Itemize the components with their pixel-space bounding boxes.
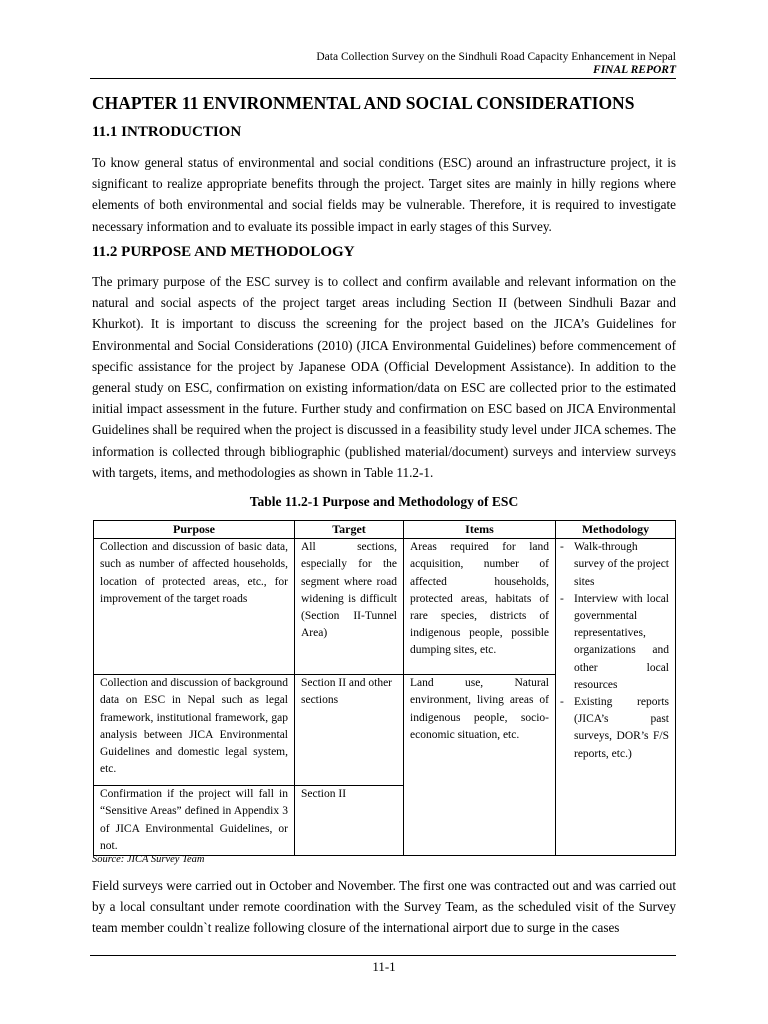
items-cell: Land use, Natural environment, living areas of indigenous people, socio-economic situation, etc. (404, 675, 556, 856)
section-heading-introduction: 11.1 INTRODUCTION (92, 124, 242, 140)
table-source: Source: JICA Survey Team (92, 854, 205, 865)
purpose-paragraph: The primary purpose of the ESC survey is to collect and confirm available and relevant information on the natural and social aspects of the project target areas including Section II (between Sindhuli Bazar and Khurkot). It is important to discuss the screening for the project based on the JICA’s Guidelines for Environmental and Social Considerations (2010) (JICA Environmental Guidelines) before commencement of specific assistance for the project by Japanese ODA (Official Development Assistance). In addition to the general study on ESC, confirmation on existing information/data on ESC are collected prior to the estimated initial impact assessment in the future. Further study and confirmation on ESC based on JICA Environmental Guidelines shall be required when the project is discussed in a feasibility study level under JICA schemes. The information is collected through bibliographic (published material/document) surveys and interview surveys with targets, items, and methodologies as shown in Table 11.2-1. (92, 274, 676, 480)
purpose-cell: Collection and discussion of background data on ESC in Nepal such as legal framework, institutional framework, gap analysis between JICA Environmental Guidelines and domestic legal system, etc. (94, 675, 295, 786)
closing-paragraph: Field surveys were carried out in October and November. The first one was contracted out and was carried out by a local consultant under remote coordination with the Survey Team, as the scheduled visit of the Survey team member couldn`t realize following closure of the international airport due to surge in the cases (92, 878, 676, 936)
bullet-dash: - (560, 541, 564, 554)
table-row (94, 539, 676, 675)
chapter-title: CHAPTER 11 ENVIRONMENTAL AND SOCIAL CONSIDERATIONS (92, 93, 635, 113)
methodology-list (560, 539, 669, 763)
table-caption: Table 11.2-1 Purpose and Methodology of ESC (249, 494, 519, 509)
methodology-text: Interview with local governmental representatives, organizations and other local resources (574, 592, 669, 691)
methodology-item (560, 694, 669, 763)
column-header-items: Items (404, 521, 556, 539)
target-cell: All sections, especially for the segment where road widening is difficult (Section II-Tunnel Area) (295, 539, 404, 675)
footer-rule (90, 955, 676, 956)
column-header-purpose: Purpose (94, 521, 295, 539)
methodology-text: Existing reports (JICA’s past surveys, DOR’s F/S reports, etc.) (574, 696, 669, 760)
report-title: Data Collection Survey on the Sindhuli Road Capacity Enhancement in Nepal (316, 51, 676, 63)
table-header-row (94, 521, 676, 539)
column-header-target: Target (295, 521, 404, 539)
report-type: FINAL REPORT (593, 64, 676, 76)
bullet-dash: - (560, 696, 564, 709)
page-number: 11-1 (372, 959, 396, 974)
methodology-item (560, 539, 669, 591)
items-cell: Areas required for land acquisition, number of affected households, protected areas, habitats of rare species, districts of indigenous people, possible dumping sites, etc. (404, 539, 556, 675)
introduction-paragraph: To know general status of environmental and social conditions (ESC) around an infrastructure project, it is significant to realize appropriate benefits through the project. Target sites are mainly in hilly regions where elements of both environmental and social fields may be vulnerable. Therefore, it is required to investigate necessary information and to evaluate its possible impact in early stages of this Survey. (92, 155, 676, 234)
purpose-cell: Collection and discussion of basic data, such as number of affected households, location of protected areas, etc., for improvement of the target roads (94, 539, 295, 675)
target-cell: Section II (295, 786, 404, 856)
header-rule (90, 78, 676, 79)
methodology-item (560, 591, 669, 694)
esc-table (93, 520, 676, 856)
purpose-cell: Confirmation if the project will fall in “Sensitive Areas” defined in Appendix 3 of JICA Environmental Guidelines, or not. (94, 786, 295, 856)
section-heading-purpose: 11.2 PURPOSE AND METHODOLOGY (92, 244, 355, 260)
bullet-dash: - (560, 592, 564, 605)
target-cell: Section II and other sections (295, 675, 404, 786)
column-header-methodology: Methodology (556, 521, 676, 539)
methodology-text: Walk-through survey of the project sites (574, 541, 669, 588)
page-header (90, 51, 676, 77)
methodology-cell (556, 539, 676, 856)
